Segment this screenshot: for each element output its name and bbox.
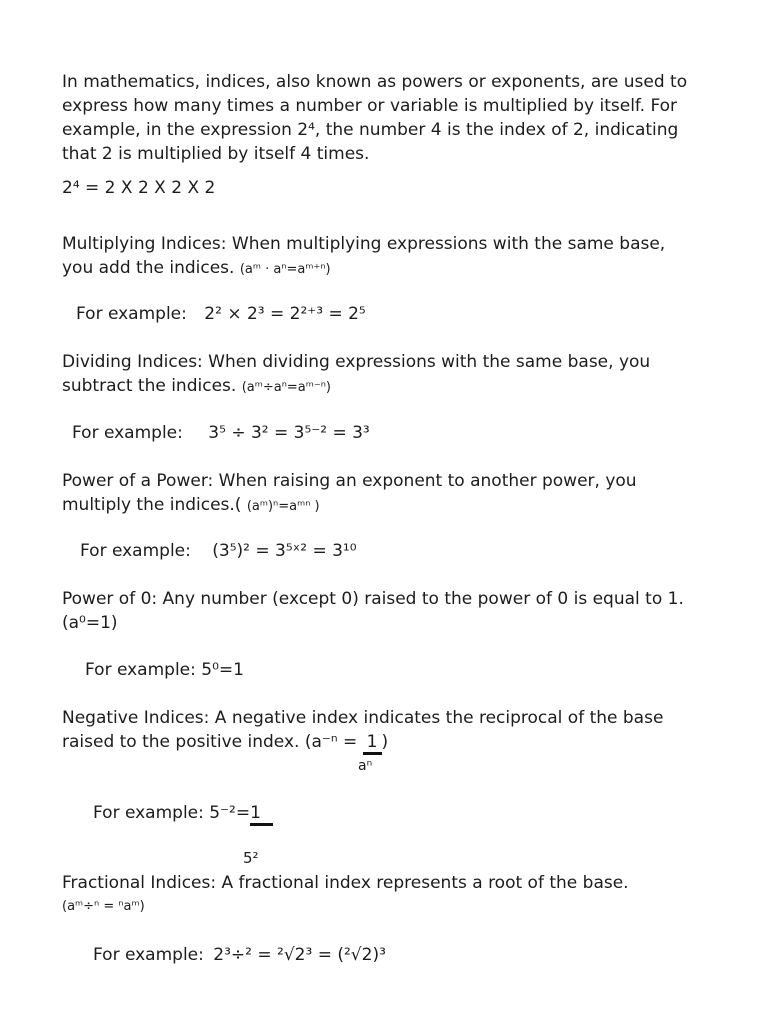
negative-line2 (62, 730, 712, 755)
power-of-power-line2 (62, 493, 712, 519)
power-of-power-section (62, 469, 712, 519)
negative-text: raised to the positive index. (a⁻ⁿ = (62, 732, 363, 752)
multiplying-line1: Multiplying Indices: When multiplying expressions with the same base, (62, 234, 666, 254)
fractional-line1: Fractional Indices: A fractional index represents a root of the base. (62, 873, 629, 893)
power-of-zero-line2: (a⁰=1) (62, 613, 118, 633)
multiplying-formula: (aᵐ · aⁿ=aᵐ⁺ⁿ) (239, 262, 331, 277)
fractional-example (93, 943, 386, 967)
example-numerator: 1 (250, 803, 273, 826)
power-of-power-line1: Power of a Power: When raising an exponent to another power, you (62, 471, 637, 491)
example-label: For example: (72, 423, 183, 443)
fractional-formula: (aᵐ÷ⁿ = ⁿaᵐ) (62, 899, 145, 914)
example-expression: 2² × 2³ = 2²⁺³ = 2⁵ (204, 304, 366, 324)
fractional-section (62, 871, 712, 919)
power-of-zero-section (62, 587, 712, 635)
negative-line1: Negative Indices: A negative index indicates the reciprocal of the base (62, 708, 664, 728)
multiplying-section (62, 232, 712, 282)
intro-line: example, in the expression 2⁴, the number 4 is the index of 2, indicating (62, 120, 679, 140)
power-of-zero-example: For example: 5⁰=1 (85, 660, 244, 680)
intro-paragraph (62, 70, 712, 166)
multiplying-example (76, 302, 366, 326)
multiplying-text: you add the indices. (62, 258, 240, 278)
dividing-line2 (62, 374, 712, 400)
example-expression: 3⁵ ÷ 3² = 3⁵⁻² = 3³ (208, 423, 370, 443)
power-of-zero-line1: Power of 0: Any number (except 0) raised to the power of 0 is equal to 1. (62, 589, 684, 609)
intro-equation: 2⁴ = 2 X 2 X 2 X 2 (62, 178, 216, 198)
example-label: For example: (80, 541, 191, 561)
dividing-example (72, 421, 370, 445)
example-prefix: For example: 5⁻²= (93, 803, 251, 823)
example-expression: (3⁵)² = 3⁵ˣ² = 3¹⁰ (212, 541, 357, 561)
multiplying-line2 (62, 256, 712, 282)
negative-numerator: 1 (363, 732, 382, 755)
power-of-power-formula: (aᵐ)ⁿ=aᵐⁿ ) (246, 499, 320, 514)
intro-line: express how many times a number or variable is multiplied by itself. For (62, 96, 678, 116)
power-of-power-example (80, 539, 357, 563)
negative-denominator: aⁿ (358, 758, 373, 774)
dividing-section (62, 350, 712, 400)
example-label: For example: (93, 945, 204, 965)
negative-example (93, 801, 273, 826)
intro-line: that 2 is multiplied by itself 4 times. (62, 144, 370, 164)
dividing-formula: (aᵐ÷aⁿ=aᵐ⁻ⁿ) (241, 380, 331, 395)
example-denominator: 5² (243, 849, 259, 867)
example-label: For example: (76, 304, 187, 324)
intro-line: In mathematics, indices, also known as powers or exponents, are used to (62, 72, 688, 92)
negative-section (62, 706, 712, 755)
negative-close: ) (381, 732, 389, 752)
dividing-line1: Dividing Indices: When dividing expressions with the same base, you (62, 352, 651, 372)
dividing-text: subtract the indices. (62, 376, 242, 396)
power-of-power-text: multiply the indices.( (62, 495, 247, 515)
example-expression: 2³÷² = ²√2³ = (²√2)³ (213, 945, 386, 965)
